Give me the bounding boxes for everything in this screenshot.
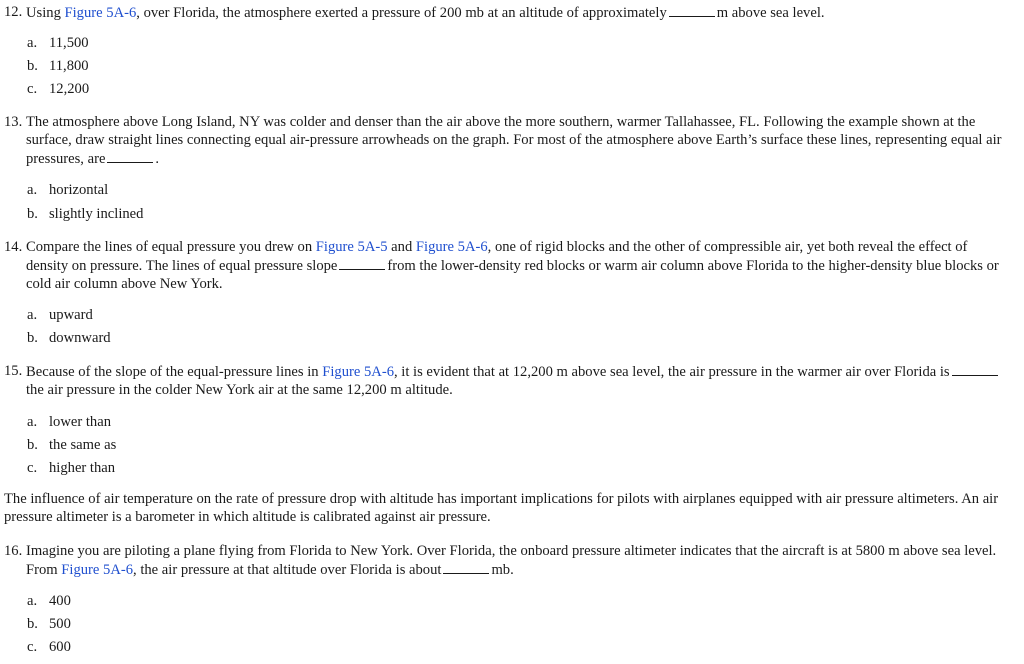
question-13 [4,113,1004,168]
answer-blank [339,256,385,270]
option-c[interactable]: c. 12,200 [27,81,90,97]
question-number: 14. [4,239,23,255]
option-c[interactable]: c. higher than [27,460,116,476]
question-text: Using Figure 5A-6, over Florida, the atmosphere exerted a pressure of 200 mb at an altitude of approximately m above sea level. [26,5,825,21]
figure-link[interactable]: Figure 5A-6 [322,364,394,380]
figure-link[interactable]: Figure 5A-6 [61,562,134,578]
question-16 [4,542,1004,579]
option-a[interactable]: a. lower than [27,414,112,430]
option-a[interactable]: a. 400 [27,593,71,609]
figure-link[interactable]: Figure 5A-6 [64,5,137,21]
question-text: Compare the lines of equal pressure you drew on Figure 5A-5 and Figure 5A-6, one of rigid blocks and the other of compressible air, yet both reveal the effect of density on pressure. The lines of equal pressure slope from the lower-density red blocks or warm air column above Florida to the higher-density blue blocks or cold air column above New York. [26,239,999,292]
answer-blank [669,3,715,17]
question-text: Because of the slope of the equal-pressure lines in Figure 5A-6, it is evident that at 12,200 m above sea level, the air pressure in the warmer air over Florida isthe air pressure in the colder New York air at the same 12,200 m altitude. [26,362,1004,399]
option-a[interactable]: a. upward [27,307,93,323]
question-14 [4,238,1004,293]
answer-blank [952,362,998,376]
figure-link[interactable]: Figure 5A-6 [415,239,488,255]
question-text: The atmosphere above Long Island, NY was colder and denser than the air above the more southern, warmer Tallahassee, FL. Following the example shown at the surface, draw straight lines connecting equal air-pressure arrowheads on the graph. For most of the atmosphere above Earth’s surface these lines, representing equal air pressures, are . [26,114,1002,167]
option-a[interactable]: a. 11,500 [27,35,89,51]
option-b[interactable]: b. downward [27,330,111,346]
option-b[interactable]: b. slightly inclined [27,206,144,222]
answer-blank [107,149,153,163]
figure-link[interactable]: Figure 5A-5 [315,239,388,255]
question-text: Imagine you are piloting a plane flying from Florida to New York. Over Florida, the onboard pressure altimeter indicates that the aircraft is at 5800 m above sea level. From Figure 5A-6, the air pressure at that altitude over Florida is about mb. [26,543,997,578]
option-a[interactable]: a. horizontal [27,182,109,198]
question-number: 15. [4,363,23,379]
option-b[interactable]: b. the same as [27,437,117,453]
option-b[interactable]: b. 11,800 [27,58,89,74]
answer-blank [443,560,489,574]
question-12 [4,3,1004,22]
question-number: 12. [4,4,23,20]
question-number: 16. [4,543,23,559]
option-c[interactable]: c. 600 [27,639,71,655]
intro-paragraph: The influence of air temperature on the rate of pressure drop with altitude has important implications for pilots with airplanes equipped with air pressure altimeters. An air pressure altimeter is a barometer in which altitude is calibrated against air pressure. [4,491,999,525]
option-b[interactable]: b. 500 [27,616,71,632]
question-number: 13. [4,114,23,130]
question-15 [4,362,1004,399]
